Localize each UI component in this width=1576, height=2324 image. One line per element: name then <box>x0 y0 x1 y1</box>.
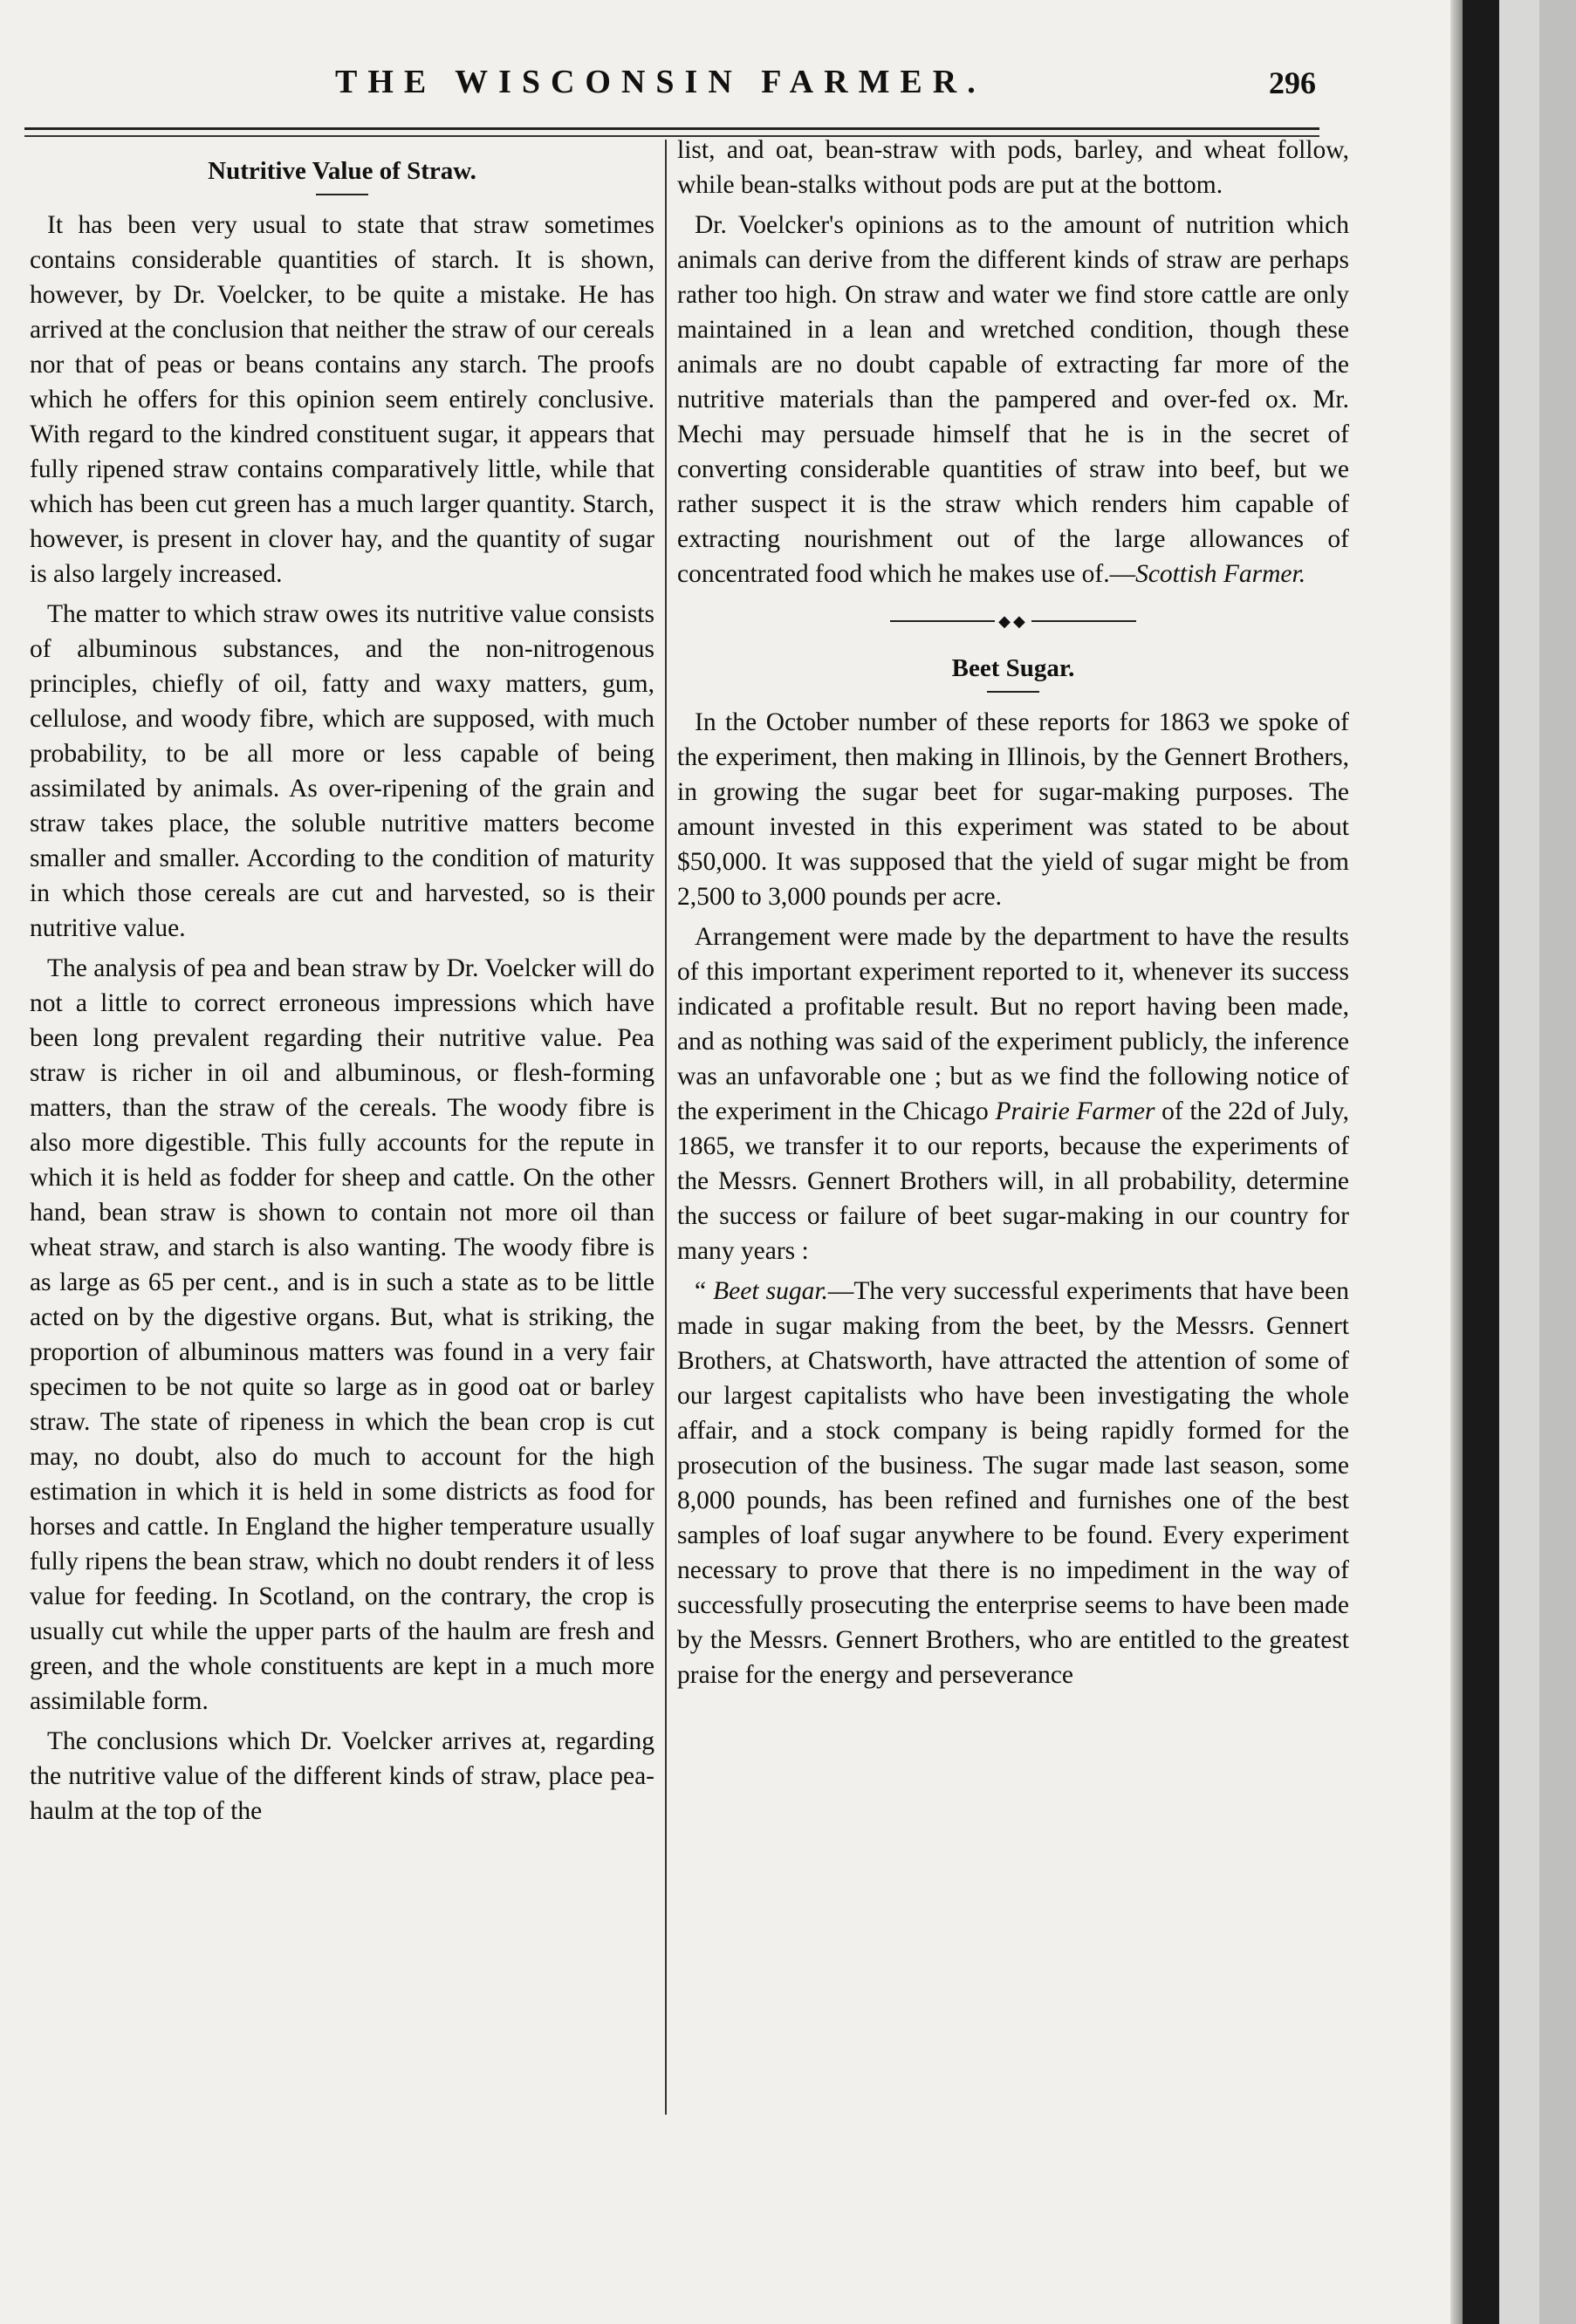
paragraph: The analysis of pea and bean straw by Dr. Voelcker will do not a little to correct erroneous impressions which have been long prevalent regarding their nutritive value. Pea straw is richer in oil and albuminous, or flesh-forming matters, than the straw of the cereals. The woody fibre is also more digestible. This fully accounts for the repute in which it is held as fodder for sheep and cattle. On the other hand, bean straw is shown to contain not more oil than wheat straw, and starch is also wanting. The woody fibre is as large as 65 per cent., and is in such a state as to be little acted on by the digestive organs. But, what is striking, the proportion of albuminous matters was found in a very fair specimen to be not quite so large as in good oat or barley straw. The state of ripeness in which the bean crop is cut may, no doubt, also do much to account for the high estimation in which it is held in some districts as food for horses and cattle. In England the higher temperature usually fully ripens the bean straw, which no doubt renders it of less value for feeding. In Scotland, on the contrary, the crop is usually cut while the upper parts of the haulm are fresh and green, and the whole constituents are kept in a much more assimilable form. <box>30 954 654 1715</box>
page-number: 296 <box>1269 65 1316 100</box>
paragraph: The conclusions which Dr. Voelcker arrives at, regarding the nutritive value of the different kinds of straw, place pea-haulm at the top of the <box>30 1727 654 1825</box>
paragraph: In the October number of these reports for 1863 we spoke of the experiment, then making in Illinois, by the Gennert Brothers, in growing the sugar beet for sugar-making purposes. The amount invested in this experiment was stated to be about $50,000. It was supposed that the yield of sugar might be from 2,500 to 3,000 pounds per acre. <box>677 708 1349 911</box>
paragraph-text: Arrangement were made by the department to have the results of this important experiment reported to it, whenever its success indicated a profitable result. But no report having been made, and as nothing was said of the experiment publicly, the inference was an unfavorable one ; but as we find the following notice of the experiment in the Chicago <box>677 923 1349 1125</box>
header-rule-top <box>24 127 1319 130</box>
adjacent-page-edge <box>1539 0 1576 2324</box>
publication-name: Prairie Farmer <box>995 1097 1155 1125</box>
paragraph-text: Dr. Voelcker's opinions as to the amount of nutrition which animals can derive from the different kinds of straw are perhaps rather too high. On straw and water we find store cattle are only maintained in a lean and wretched condition, though these animals are no doubt capable of extracting far more of the nutritive materials than the pampered and over-fed ox. Mr. Mechi may persuade himself that he is in the secret of converting considerable quantities of straw into beef, but we rather suspect it is the straw which renders him capable of extracting nourishment out of the large allowances of concentrated food which he makes use of.— <box>677 211 1349 588</box>
paragraph <box>677 208 1349 591</box>
right-column <box>677 133 1349 1698</box>
quote-text: —The very successful experiments that have been made in sugar making from the beet, by the Messrs. Gennert Brothers, at Chatsworth, have attracted the attention of some of our largest capitalists who have been investigating the whole affair, and a stock company is being rapidly formed for the prosecution of the business. The sugar made last season, some 8,000 pounds, has been refined and furnishes one of the best samples of loaf sugar anywhere to be found. Every experiment necessary to prove that there is no impediment in the way of successfully prosecuting the enterprise seems to have been made by the Messrs. Gennert Brothers, who are entitled to the greatest praise for the energy and perseverance <box>677 1277 1349 1689</box>
left-column <box>30 141 654 1834</box>
journal-title: THE WISCONSIN FARMER. <box>335 64 986 100</box>
separator-line <box>890 620 995 622</box>
masthead <box>0 63 1450 115</box>
article-separator <box>677 604 1349 639</box>
quoted-paragraph <box>677 1274 1349 1692</box>
paragraph: It has been very usual to state that straw sometimes contains considerable quantities of starch. It is shown, however, by Dr. Voelcker, to be quite a mistake. He has arrived at the conclusion that neither the straw of our cereals nor that of peas or beans contains any starch. The proofs which he offers for this opinion seem entirely conclusive. With regard to the kindred constituent sugar, it appears that fully ripened straw contains comparatively little, while that which has been cut green has a much larger quantity. Starch, however, is present in clover hay, and the quantity of sugar is also largely increased. <box>30 211 654 588</box>
separator-line <box>1031 620 1136 622</box>
paragraph <box>677 919 1349 1268</box>
heading-rule <box>316 194 368 195</box>
article-heading-beet-sugar: Beet Sugar. <box>951 654 1075 682</box>
column-divider <box>665 140 667 2115</box>
paragraph: The matter to which straw owes its nutritive value consists of albuminous substances, and the non-nitrogenous principles, chiefly of oil, fatty and waxy matters, gum, cellulose, and woody fibre, which are supposed, with much probability, to be all more or less capable of being assimilated by animals. As over-ripening of the grain and straw takes place, the soluble nutritive matters become smaller and smaller. According to the condition of maturity in which those cereals are cut and harvested, so is their nutritive value. <box>30 600 654 942</box>
separator-ornament: ◆◆ <box>998 612 1028 630</box>
source-citation: Scottish Farmer. <box>1135 560 1306 588</box>
quote-title: Beet sugar. <box>713 1277 828 1305</box>
quote-mark: “ <box>695 1277 714 1305</box>
paragraph-text: of the 22d of July, 1865, we transfer it to our reports, because the experiments of the Messrs. Gennert Brothers will, in all probability, determine the success or failure of beet sugar-making in our country for many years : <box>677 1097 1350 1265</box>
heading-rule <box>987 691 1039 693</box>
paragraph-continued: list, and oat, bean-straw with pods, barley, and wheat follow, while bean-stalks without pods are put at the bottom. <box>677 136 1349 199</box>
article-heading-straw: Nutritive Value of Straw. <box>208 157 476 185</box>
page-edge <box>1450 0 1463 2324</box>
